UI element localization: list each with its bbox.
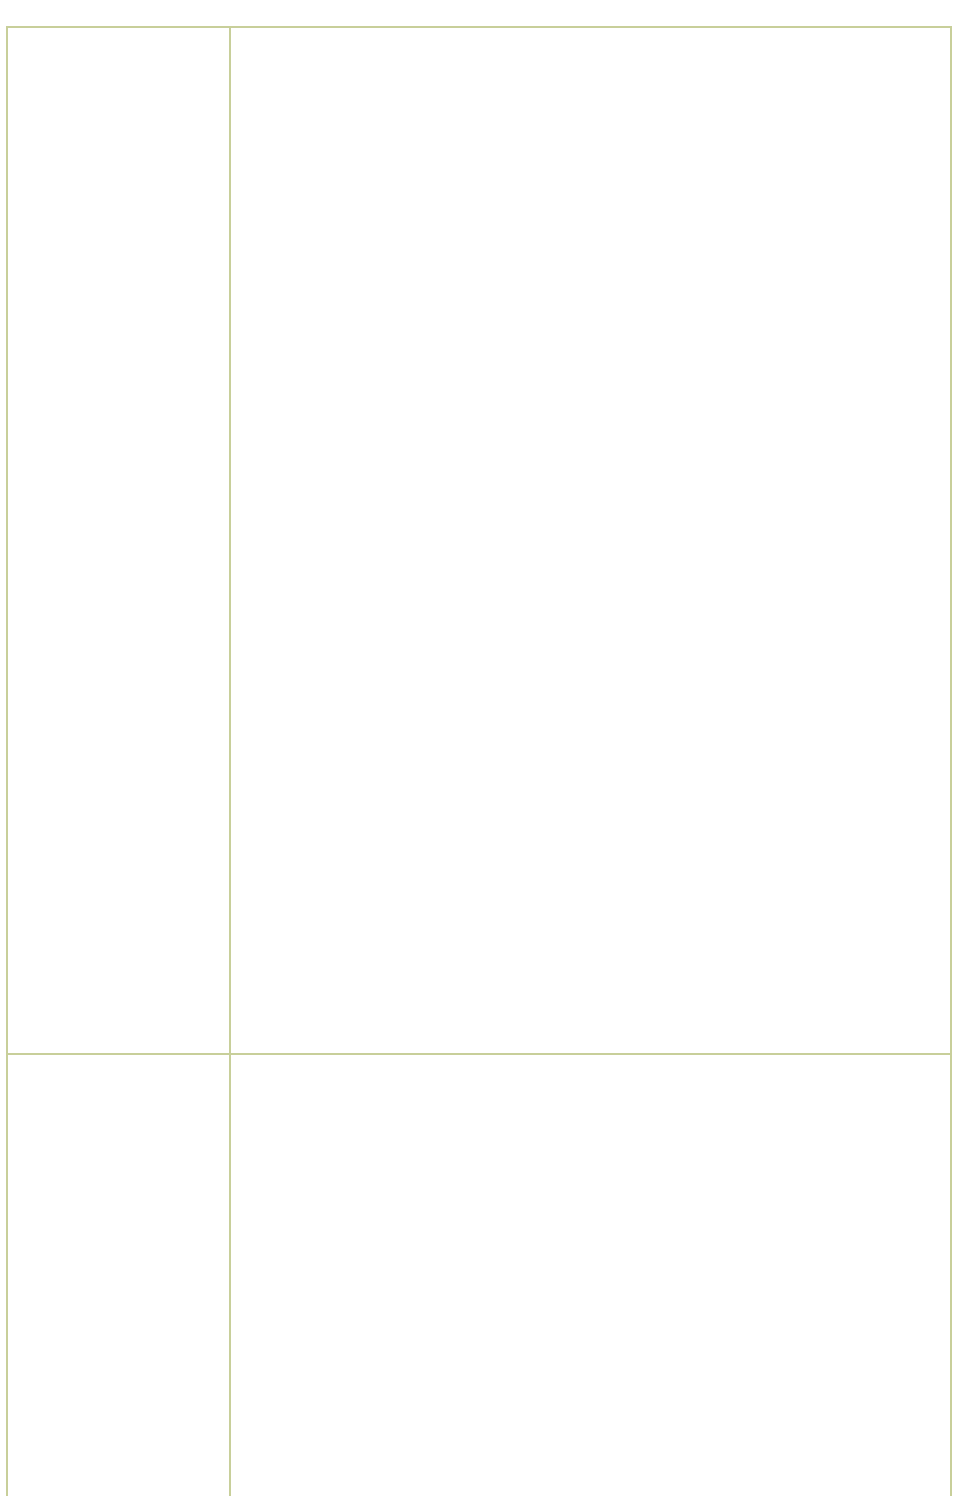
table-column-divider xyxy=(229,26,231,1496)
table-border-middle xyxy=(6,1053,952,1055)
table-border-left xyxy=(6,26,8,1496)
table-border-top xyxy=(6,26,952,28)
table-border-right xyxy=(950,26,952,1496)
